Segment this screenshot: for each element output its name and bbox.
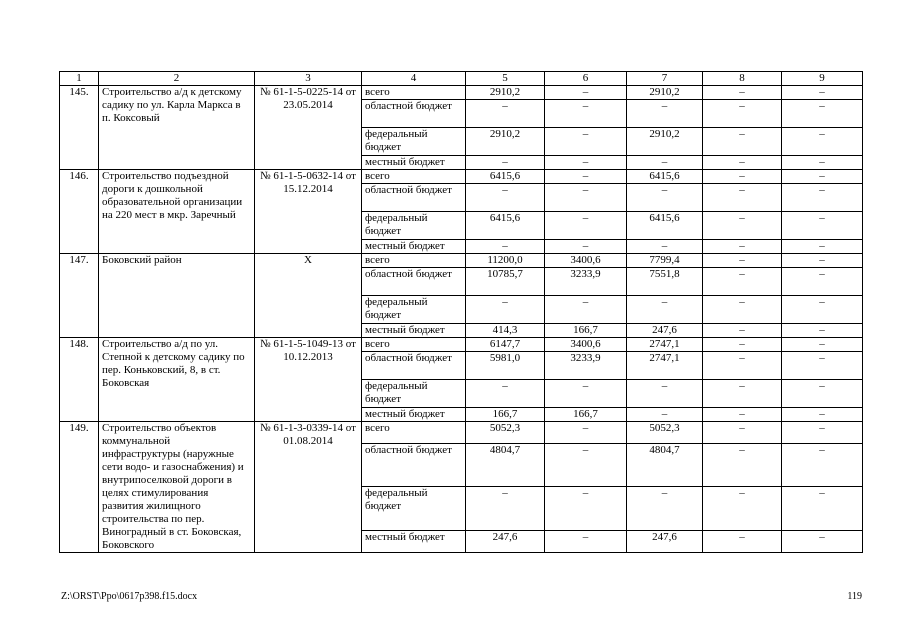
amount-cell: – xyxy=(703,380,782,408)
amount-cell: – xyxy=(703,184,782,212)
amount-cell: – xyxy=(782,296,863,324)
amount-cell: – xyxy=(627,487,703,531)
header-cell: 4 xyxy=(362,72,466,86)
amount-cell: – xyxy=(782,338,863,352)
amount-cell: – xyxy=(466,487,545,531)
footer-file-path: Z:\ORST\Ppo\0617p398.f15.docx xyxy=(61,591,198,602)
amount-cell: 414,3 xyxy=(466,324,545,338)
amount-cell: 5052,3 xyxy=(627,422,703,444)
amount-cell: 2910,2 xyxy=(627,86,703,100)
amount-cell: – xyxy=(703,212,782,240)
amount-cell: 247,6 xyxy=(466,531,545,553)
table-row xyxy=(60,254,863,268)
amount-cell: – xyxy=(627,184,703,212)
object-name-cell: Строительство подъездной дороги к дошкольной образовательной организации на 220 мест в мкр. Заречный xyxy=(99,170,255,254)
amount-cell: – xyxy=(703,422,782,444)
funding-source-cell: местный бюджет xyxy=(362,240,466,254)
table-row xyxy=(60,86,863,100)
funding-source-cell: всего xyxy=(362,86,466,100)
amount-cell: – xyxy=(782,408,863,422)
row-number-cell: 148. xyxy=(60,338,99,422)
funding-source-cell: местный бюджет xyxy=(362,408,466,422)
header-cell: 7 xyxy=(627,72,703,86)
amount-cell: 3400,6 xyxy=(545,254,627,268)
amount-cell: 4804,7 xyxy=(466,443,545,487)
amount-cell: – xyxy=(703,240,782,254)
object-name-cell: Боковский район xyxy=(99,254,255,338)
amount-cell: 6147,7 xyxy=(466,338,545,352)
amount-cell: 2910,2 xyxy=(466,128,545,156)
amount-cell: – xyxy=(466,184,545,212)
amount-cell: – xyxy=(782,212,863,240)
object-name-cell: Строительство а/д по ул. Степной к детскому садику по пер. Коньковский, 8, в ст. Боковская xyxy=(99,338,255,422)
amount-cell: – xyxy=(782,156,863,170)
header-cell: 8 xyxy=(703,72,782,86)
amount-cell: – xyxy=(782,487,863,531)
amount-cell: – xyxy=(627,100,703,128)
amount-cell: 3400,6 xyxy=(545,338,627,352)
document-reference-cell: № 61-1-5-1049-13 от 10.12.2013 xyxy=(255,338,362,422)
amount-cell: – xyxy=(545,380,627,408)
amount-cell: – xyxy=(466,100,545,128)
header-cell: 3 xyxy=(255,72,362,86)
amount-cell: – xyxy=(703,100,782,128)
funding-source-cell: всего xyxy=(362,254,466,268)
amount-cell: – xyxy=(545,422,627,444)
object-name-cell: Строительство а/д к детскому садику по ул. Карла Маркса в п. Коксовый xyxy=(99,86,255,170)
funding-source-cell: местный бюджет xyxy=(362,156,466,170)
amount-cell: – xyxy=(627,156,703,170)
table-row xyxy=(60,422,863,444)
header-cell: 9 xyxy=(782,72,863,86)
amount-cell: 2747,1 xyxy=(627,352,703,380)
amount-cell: – xyxy=(782,422,863,444)
amount-cell: – xyxy=(703,268,782,296)
row-number-cell: 146. xyxy=(60,170,99,254)
amount-cell: – xyxy=(703,128,782,156)
amount-cell: – xyxy=(782,170,863,184)
funding-source-cell: всего xyxy=(362,338,466,352)
header-cell: 1 xyxy=(60,72,99,86)
amount-cell: – xyxy=(703,324,782,338)
amount-cell: – xyxy=(703,443,782,487)
amount-cell: – xyxy=(545,443,627,487)
amount-cell: – xyxy=(627,408,703,422)
row-number-cell: 147. xyxy=(60,254,99,338)
amount-cell: – xyxy=(703,254,782,268)
funding-source-cell: всего xyxy=(362,170,466,184)
amount-cell: – xyxy=(703,296,782,324)
header-cell: 6 xyxy=(545,72,627,86)
amount-cell: – xyxy=(545,86,627,100)
funding-source-cell: местный бюджет xyxy=(362,324,466,338)
funding-source-cell: федеральный бюджет xyxy=(362,380,466,408)
funding-source-cell: областной бюджет xyxy=(362,100,466,128)
amount-cell: – xyxy=(782,268,863,296)
budget-table xyxy=(59,71,863,553)
document-reference-cell: № 61-1-5-0632-14 от 15.12.2014 xyxy=(255,170,362,254)
object-name-cell: Строительство объектов коммунальной инфраструктуры (наружные сети водо- и газоснабжения) и внутрипоселковой дороги в целях стимулирования развития жилищного строительства по пер. Виноградный в ст. Боковская, Боковского xyxy=(99,422,255,553)
amount-cell: 5052,3 xyxy=(466,422,545,444)
amount-cell: 11200,0 xyxy=(466,254,545,268)
amount-cell: – xyxy=(703,531,782,553)
amount-cell: 4804,7 xyxy=(627,443,703,487)
funding-source-cell: областной бюджет xyxy=(362,443,466,487)
amount-cell: – xyxy=(466,380,545,408)
amount-cell: – xyxy=(703,408,782,422)
footer-page-number: 119 xyxy=(847,591,862,602)
amount-cell: – xyxy=(703,156,782,170)
amount-cell: – xyxy=(466,156,545,170)
amount-cell: – xyxy=(703,338,782,352)
table-row xyxy=(60,338,863,352)
document-reference-cell: Х xyxy=(255,254,362,338)
amount-cell: – xyxy=(703,487,782,531)
amount-cell: 6415,6 xyxy=(466,170,545,184)
amount-cell: 247,6 xyxy=(627,324,703,338)
amount-cell: – xyxy=(627,240,703,254)
amount-cell: 6415,6 xyxy=(466,212,545,240)
amount-cell: 2747,1 xyxy=(627,338,703,352)
amount-cell: – xyxy=(782,324,863,338)
amount-cell: 166,7 xyxy=(545,324,627,338)
amount-cell: – xyxy=(545,156,627,170)
amount-cell: – xyxy=(545,531,627,553)
amount-cell: – xyxy=(703,86,782,100)
amount-cell: 3233,9 xyxy=(545,352,627,380)
funding-source-cell: федеральный бюджет xyxy=(362,212,466,240)
amount-cell: 5981,0 xyxy=(466,352,545,380)
amount-cell: – xyxy=(782,443,863,487)
amount-cell: 6415,6 xyxy=(627,170,703,184)
funding-source-cell: местный бюджет xyxy=(362,531,466,553)
funding-source-cell: федеральный бюджет xyxy=(362,296,466,324)
amount-cell: – xyxy=(545,240,627,254)
amount-cell: – xyxy=(703,352,782,380)
amount-cell: – xyxy=(782,184,863,212)
amount-cell: – xyxy=(545,487,627,531)
amount-cell: – xyxy=(782,531,863,553)
amount-cell: 2910,2 xyxy=(627,128,703,156)
funding-source-cell: всего xyxy=(362,422,466,444)
amount-cell: – xyxy=(466,240,545,254)
funding-source-cell: федеральный бюджет xyxy=(362,128,466,156)
amount-cell: 7551,8 xyxy=(627,268,703,296)
funding-source-cell: федеральный бюджет xyxy=(362,487,466,531)
document-reference-cell: № 61-1-5-0225-14 от 23.05.2014 xyxy=(255,86,362,170)
row-number-cell: 145. xyxy=(60,86,99,170)
amount-cell: – xyxy=(782,380,863,408)
funding-source-cell: областной бюджет xyxy=(362,352,466,380)
amount-cell: – xyxy=(782,86,863,100)
amount-cell: – xyxy=(782,100,863,128)
amount-cell: – xyxy=(545,128,627,156)
amount-cell: 166,7 xyxy=(545,408,627,422)
amount-cell: – xyxy=(545,100,627,128)
funding-source-cell: областной бюджет xyxy=(362,268,466,296)
amount-cell: – xyxy=(545,170,627,184)
amount-cell: – xyxy=(782,240,863,254)
amount-cell: – xyxy=(545,296,627,324)
amount-cell: – xyxy=(627,296,703,324)
funding-source-cell: областной бюджет xyxy=(362,184,466,212)
table-row xyxy=(60,170,863,184)
amount-cell: 247,6 xyxy=(627,531,703,553)
amount-cell: – xyxy=(466,296,545,324)
amount-cell: – xyxy=(545,184,627,212)
amount-cell: 7799,4 xyxy=(627,254,703,268)
amount-cell: – xyxy=(782,352,863,380)
header-cell: 5 xyxy=(466,72,545,86)
amount-cell: – xyxy=(545,212,627,240)
amount-cell: – xyxy=(627,380,703,408)
amount-cell: – xyxy=(782,254,863,268)
amount-cell: – xyxy=(782,128,863,156)
amount-cell: 10785,7 xyxy=(466,268,545,296)
header-cell: 2 xyxy=(99,72,255,86)
document-reference-cell: № 61-1-3-0339-14 от 01.08.2014 xyxy=(255,422,362,553)
amount-cell: 166,7 xyxy=(466,408,545,422)
amount-cell: – xyxy=(703,170,782,184)
row-number-cell: 149. xyxy=(60,422,99,553)
header-row xyxy=(60,72,863,86)
amount-cell: 3233,9 xyxy=(545,268,627,296)
amount-cell: 6415,6 xyxy=(627,212,703,240)
amount-cell: 2910,2 xyxy=(466,86,545,100)
